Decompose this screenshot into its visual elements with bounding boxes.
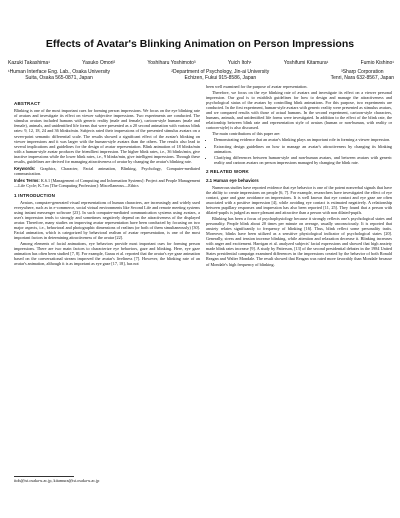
footnote-rule (14, 476, 74, 477)
keywords (14, 166, 200, 176)
intro-heading: 1 INTRODUCTION (14, 192, 56, 198)
list-item: • Demonstrating evidence that an avatar's blinking plays an important role in forming a viewer impression. (214, 137, 392, 142)
right-column (206, 84, 392, 267)
affiliation: ²Department of Psychology, Jin-ai University Echizen, Fukui 915-8586, Japan (171, 69, 270, 81)
intro-paragraph: Avatars, computer-generated visual representations of human characters, are increasingly and widely used everywhere, such as in e-commerce, social virtual environments like Second Life and remote meeting systems using instant messenger software [23]. In such computer-mediated communication systems using avatars, a user's impression tends to strongly and sometimes negatively depend on the attractiveness of the displayed avatar. Therefore, many studies on improving avatar representation have been conducted by focusing on two major aspects, i.e., behavioral and photographic dimensions of realism (or both of them simultaneously) [30]. Facial animation, which is categorized by behavioral realism of avatar representation, is one of the most important factors in determining attractiveness of the avatar [22]. (14, 199, 200, 241)
affiliation: ³Sharp Corporation Tenri, Nara 632-8567, Japan (330, 69, 394, 81)
keywords-text: Graphics, Character, Facial animation, Blinking, Psychology, Computer-mediated communication. (14, 166, 200, 177)
author: Kazuki Takashima¹ (8, 60, 50, 66)
abstract-heading: ABSTRACT (14, 101, 41, 106)
affiliation-list (8, 69, 394, 81)
related-heading: 2 RELATED WORK (206, 169, 249, 175)
contribution-list (206, 137, 392, 165)
body-paragraph: been well examined for the purpose of avatar representation. (206, 84, 308, 89)
footnote: itoh@ist.osaka-u.ac.jp, kitamura@ist.osaka-u.ac.jp (14, 478, 100, 483)
author: Yoshifumi Kitamura¹ (283, 60, 329, 66)
keywords-label: Keywords: (14, 166, 36, 172)
body-paragraph: Blinking has been a focus of psychophysiology because it strongly reflects one's psychological states and personality. People blink about 20 times per minute on average, usually unconsciously. It is reported that anxiety relates significantly to frequency of blinking [16]. Thus, blink reflect some personality traits. Moreover, blinks have been utilized as a sensitive physiological indicator of psychological states [20]. Generally, stress and tension increase blinking, while attention and relaxation decrease it. Blinking increases with anger and excitement. Harrigan et al. analyzed subjects' facial expressions and showed that high anxiety made blink rates increase [9]. A study by Patterson, [13] of the second presidential debates in the 1984 United States presidential campaign examined differences in the impressions created by the behavior of both Ronald Reagan and Walter Mondale. The result showed that Reagan was rated more favorably than Mondale because of Mondale's high frequency of blinking. (206, 215, 392, 267)
index-terms-label: Index Terms: (14, 178, 40, 184)
intro-paragraph: Among elements of facial animations, eye behaviors provide most important cues for forming person impressions. There are two main factors to characterize eye behaviors, gaze and blinking. Here, eye gaze animation has often been studied [7, 8]. For example, Garau et al. reported that the avatar's eye gaze animation based on the conversational stream improved the avatar's liveliness [7]. However, the blinking rate of an avatar's animation, although it is as important as eye gaze [17, 18], has not (14, 240, 200, 267)
list-item: • Clarifying differences between human-style and non-human avatars, and between avatars with generic reality and cartoon avatars on person impressions managed by changing the blink rate. (214, 155, 392, 165)
body-paragraph: The main contributions of this paper are: (212, 130, 281, 136)
body-paragraph: Numerous studies have reported evidence that eye behavior is one of the potent nonverbal signals that have the ability to create impressions on people [6, 7]. For example, researchers have investigated the effect of eye contact, gaze and gaze avoidance on impressions. It is well known that eye contact and eye gaze are often associated with a positive impression [4], while avoiding eye contact is estimated negatively. A relationship between pupillary responses and impression has also been reported [11, 25]. They found that a person with dilated-pupils is judged as more pleasant and attractive than a person with non dilated-pupils. (206, 184, 392, 216)
left-column (14, 98, 200, 267)
index-terms-text: K.6.1 [Management of Computing and Information Systems]: Project and People Management—Life Cycle; K.7.m [The Computing Profession]: Miscellaneous—Ethics (14, 178, 200, 189)
abstract-text: Blinking is one of the most important cues for forming person impressions. We focus on the eye blinking rate of avatars and investigate its effect on viewer subjective impressions. Two experiments are conducted. The stimulus avatars included humans with generic reality (male and female), cartoon-style humans (male and female), animals, and unidentified life forms that were presented as a 20 second animation with various blink rates: 9, 12, 18, 24 and 36 blinks/min. Subjects rated their impressions of the presented stimulus avatars on a seven-point semantic differential scale. The results showed a significant effect of the avatar's blinking on viewer impressions and it was larger with the human-style avatars than the others. The results also lead to several implications and guidelines for the design of avatar representation. Blink animation of 18 blinks/min with a human-style avatar produces the friendliest impression. The higher blink rates, i.e., 36 blinks/min, give inactive impressions while the lower blink rates, i.e., 9 blinks/min, give intelligent impressions. Through these results, guidelines are derived for managing attractiveness of avatar by changing the avatar's blinking rate. (14, 108, 200, 165)
related-subheading: 2.1 Human eye behaviors (206, 177, 259, 183)
author-list (8, 60, 394, 66)
list-item: • Extracting design guidelines on how to manage an avatar's attractiveness by changing its blinking animation. (214, 144, 392, 154)
author: Yuich Itoh¹ (227, 60, 252, 66)
affiliation: ¹Human Interface Eng. Lab., Osaka University Suita, Osaka 565-0871, Japan (8, 69, 110, 81)
body-paragraph: Therefore, we focus on the eye blinking rate of avatars and investigate its effect on a viewer personal impression. Our goal is to establish guidelines for how to design and manage the attractiveness and psychological status of the avatars by controlling blink animations. For this purpose, two experiments are conducted. In the first experiment, human-style avatars with generic reality were presented as stimulus avatars, and we compared results with those of actual humans. In the second experiment, cartoon-style characters, humans, animals, and unidentified life forms were investigated. In addition to the effect of the blink rate, the relationship between blink rate and representation style of avatars (human or non-human, with reality or cartoon-style) is also discussed. (206, 89, 392, 131)
author: Yasuko Omori² (82, 60, 116, 66)
paper-title: Effects of Avatar's Blinking Animation on Person Impressions (45, 38, 355, 50)
index-terms (14, 178, 200, 188)
author: Yoshiharu Yoshimoto³ (147, 60, 196, 66)
author: Fumio Kishino¹ (360, 60, 394, 66)
